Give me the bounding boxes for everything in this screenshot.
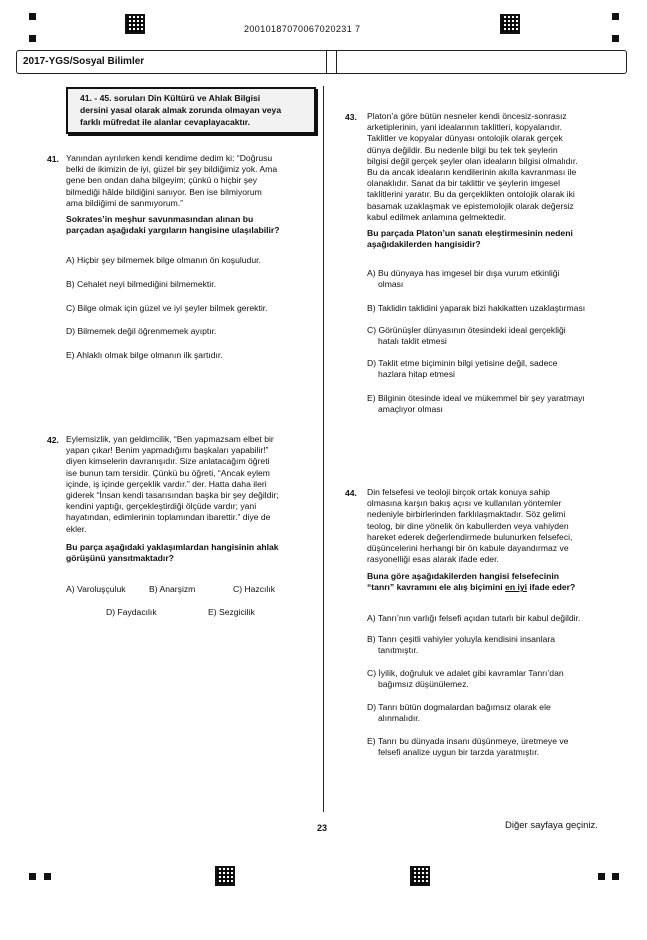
question-44-prompt: Buna göre aşağıdakilerden hangisi felsefecinin “tanrı” kavramını ele alış biçimini en iyi ifade eder?	[367, 571, 576, 593]
question-41-text: Yanından ayrılırken kendi kendime dedim ki: “Doğrusu belki de ikimizin de iyi, güzel bir şey bildiğimiz yok. Ama gene ben ondan daha bilgeyim; çünkü o hiçbir şey bilmediği hâlde bildiğini sanıyor. Ben ise bilmiyorum ama bildiğimi de sanmıyorum.”	[66, 153, 278, 208]
question-43-prompt: Bu parçada Platon’un sanatı eleştirmesinin nedeni aşağıdakilerden hangisidir?	[367, 228, 573, 250]
question-41-option-a[interactable]: A) Hiçbir şey bilmemek bilge olmanın ön koşuludur.	[66, 255, 261, 265]
question-42-option-b[interactable]: B) Anarşizm	[149, 584, 196, 594]
question-42-option-e[interactable]: E) Sezgicilik	[208, 607, 255, 617]
notice-line: 41. - 45. soruları Din Kültürü ve Ahlak Bilgisi	[80, 93, 261, 103]
question-44-option-e[interactable]: E) Tanrı bu dünyada insanı düşünmeye, üretmeye ve felsefi analize uygun bir tarzda yaratmıştır.	[367, 736, 569, 758]
registration-mark-top-left	[29, 13, 36, 20]
question-41-option-e[interactable]: E) Ahlaklı olmak bilge olmanın ilk şartıdır.	[66, 350, 223, 360]
registration-mark-top-right	[612, 13, 619, 20]
header-divider-2	[336, 51, 337, 73]
question-44-option-c[interactable]: C) İyilik, doğruluk ve adalet gibi kavramlar Tanrı’dan bağımsız düşünülemez.	[367, 668, 564, 690]
registration-mark-top-right-2	[612, 35, 619, 42]
notice-box	[66, 87, 316, 134]
question-44-option-a[interactable]: A) Tanrı’nın varlığı felsefi açıdan tutarlı bir kabul değildir.	[367, 613, 581, 623]
question-41-option-b[interactable]: B) Cehalet neyi bilmediğini bilmemektir.	[66, 279, 216, 289]
question-42-option-d[interactable]: D) Faydacılık	[106, 607, 157, 617]
question-44-option-b[interactable]: B) Tanrı çeşitli vahiyler yoluyla kendisini insanlara tanıtmıştır.	[367, 634, 556, 656]
registration-mark-bottom-right	[598, 873, 605, 880]
question-43-option-a[interactable]: A) Bu dünyaya has imgesel bir dışa vurum etkinliği olması	[367, 268, 560, 290]
question-43-option-c[interactable]: C) Görünüşler dünyasının ötesindeki ideal gerçekliği hatalı taklit etmesi	[367, 325, 566, 347]
question-42-number: 42.	[47, 435, 59, 445]
question-43-number: 43.	[345, 112, 357, 122]
page-header	[16, 50, 627, 74]
question-43-option-b[interactable]: B) Taklidin taklidini yaparak bizi hakikatten uzaklaştırması	[367, 303, 586, 313]
registration-mark-bottom-right-2	[612, 873, 619, 880]
notice-line: dersini yasal olarak almak zorunda olmayan veya	[80, 105, 282, 115]
question-41-option-c[interactable]: C) Bilge olmak için güzel ve iyi şeyler bilmek gerektir.	[66, 303, 268, 313]
question-42-option-a[interactable]: A) Varoluşçuluk	[66, 584, 126, 594]
next-page-note: Diğer sayfaya geçiniz.	[505, 820, 598, 831]
registration-mark-bottom-left-2	[44, 873, 51, 880]
qr-code-bottom-left	[215, 866, 235, 886]
qr-code-top-left	[125, 14, 145, 34]
registration-mark-top-left-2	[29, 35, 36, 42]
question-43-option-e[interactable]: E) Bilginin ötesinde ideal ve mükemmel bir şey yaratmayı amaçlıyor olması	[367, 393, 585, 415]
column-divider	[323, 86, 324, 812]
question-42-prompt: Bu parça aşağıdaki yaklaşımlardan hangisinin ahlak görüşünü yansıtmaktadır?	[66, 542, 279, 564]
question-42-text: Eylemsizlik, yan geldimcilik, “Ben yapmazsam elbet bir yapan çıkar! Benim yapmadığımı başkaları yapabilir!” diyen kimselerin davranışıdır. Size anlatacağım öğreti ise bunun tam tersidir. Çünkü bu öğreti, “Ancak eylem içinde, iş içinde gerçeklik vardır.” der. Hatta daha ileri giderek “İnsan kendi tasarısından başka bir şey değildir; kendini yaptığı, gerçekleştirdiği ölçüde vardır; yani hayatından, edimlerinin toplamından ibarettir.” diye de ekler.	[66, 434, 279, 534]
question-43-text: Platon’a göre bütün nesneler kendi öncesiz-sonrasız arketiplerinin, yani idealarının taklitleri, kopyalarıdır. Taklitler ve kopyalar dünyası ontolojik olarak gerçek dünya değildir. Bu nedenle bilgi bu tek tek şeylerin bilgisi değil gerçek şeyler olan ideaların bilgisi olmalıdır. Bu da ancak ideaların kendilerinin akılla kavranması ile olanaklıdır. Sanat da bir taklittir ve şeylerin imgesel taklitlerini yaratır. Bu da gerçeklikten ontolojik olarak iki basamak uzaklaşmak ve epistemolojik olarak değersiz kabul edilmek anlamına gelmektedir.	[367, 111, 578, 222]
question-44-number: 44.	[345, 488, 357, 498]
qr-code-bottom-right	[410, 866, 430, 886]
question-44-text: Din felsefesi ve teoloji birçok ortak konuya sahip olmasına karşın bakış açısı ve kullanılan yöntemler nedeniyle birbirlerinden farklılaşmaktadır. Söz gelimi teolog, bir dine yönelik ön kabullerden veya vahiyden hareket ederek değerlendirmede bulunurken felsefeci, düşüncelerini herhangi bir ön kabule dayandırmaz ve rasyonelliği esas alarak ifade eder.	[367, 487, 573, 565]
qr-code-top-right	[500, 14, 520, 34]
question-41-number: 41.	[47, 154, 59, 164]
notice-line: farklı müfredat ile alanlar cevaplayacaktır.	[80, 117, 251, 127]
header-title: 2017-YGS/Sosyal Bilimler	[23, 56, 145, 67]
header-divider-1	[326, 51, 327, 73]
question-41-option-d[interactable]: D) Bilmemek değil öğrenmemek ayıptır.	[66, 326, 217, 336]
question-44-option-d[interactable]: D) Tanrı bütün dogmalardan bağımsız olarak ele alınmalıdır.	[367, 702, 551, 724]
question-41-prompt: Sokrates’in meşhur savunmasından alınan bu parçadan aşağıdaki yargıların hangisine ulaşılabilir?	[66, 214, 280, 236]
barcode-number: 20010187070067020231 7	[244, 24, 361, 34]
page-number: 23	[317, 823, 328, 833]
registration-mark-bottom-left	[29, 873, 36, 880]
question-43-option-d[interactable]: D) Taklit etme biçiminin bilgi yetisine değil, sadece hazlara hitap etmesi	[367, 358, 558, 380]
question-42-option-c[interactable]: C) Hazcılık	[233, 584, 276, 594]
emphasis-en-iyi: en iyi	[505, 582, 528, 593]
